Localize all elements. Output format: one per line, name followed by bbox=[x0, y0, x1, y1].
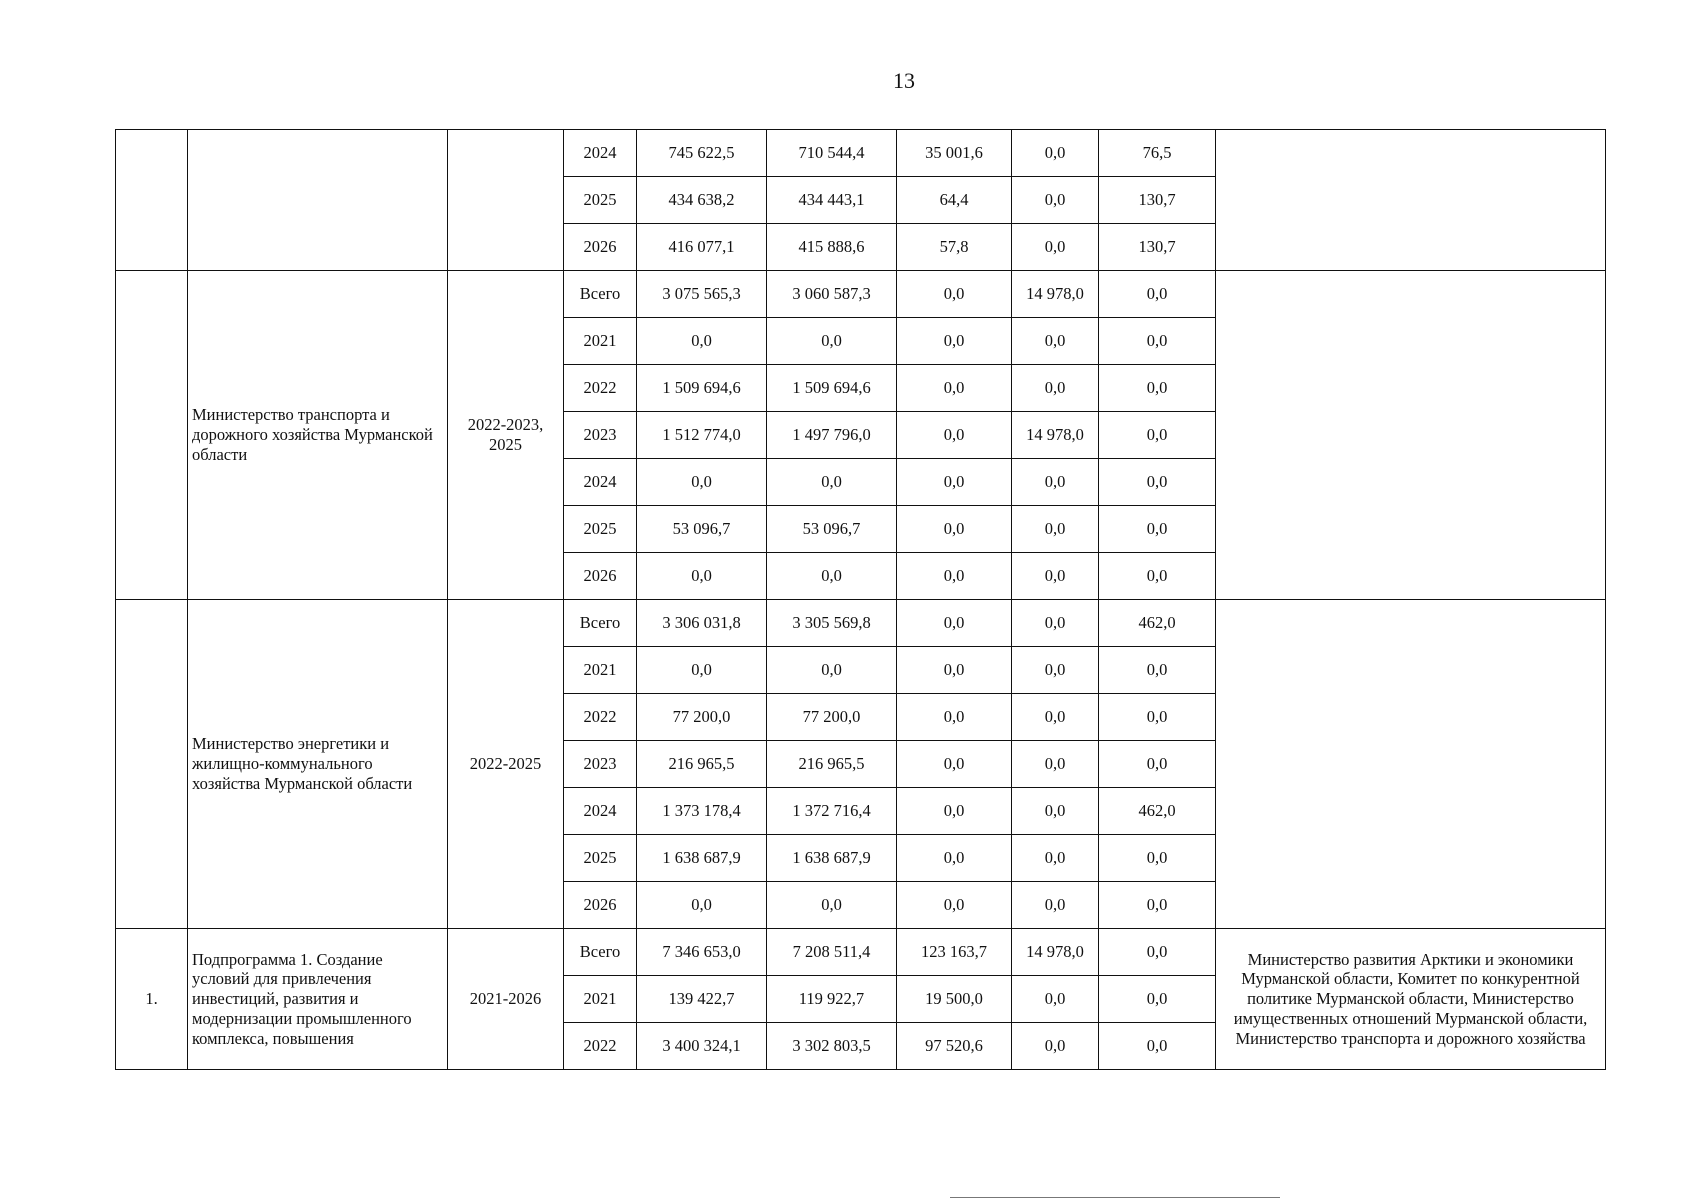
year-cell: 2023 bbox=[564, 741, 637, 788]
local-cell: 0,0 bbox=[1012, 318, 1099, 365]
total-cell: 3 400 324,1 bbox=[637, 1023, 767, 1070]
executor-cell: Министерство транспорта и дорожного хозяйства Мурманской области bbox=[188, 271, 448, 600]
other-cell: 0,0 bbox=[1099, 694, 1216, 741]
total-cell: 1 509 694,6 bbox=[637, 365, 767, 412]
regional-cell: 7 208 511,4 bbox=[767, 929, 897, 976]
federal-cell: 57,8 bbox=[897, 224, 1012, 271]
responsible-cell: Министерство развития Арктики и экономики Мурманской области, Комитет по конкурентной политике Мурманской области, Министерство имущественных отношений Мурманской области, Министерство транспорта и дорожного хозяйства bbox=[1216, 929, 1606, 1070]
year-cell: 2024 bbox=[564, 130, 637, 177]
federal-cell: 123 163,7 bbox=[897, 929, 1012, 976]
local-cell: 0,0 bbox=[1012, 788, 1099, 835]
year-cell: 2025 bbox=[564, 835, 637, 882]
other-cell: 0,0 bbox=[1099, 365, 1216, 412]
local-cell: 0,0 bbox=[1012, 647, 1099, 694]
local-cell: 14 978,0 bbox=[1012, 412, 1099, 459]
other-cell: 0,0 bbox=[1099, 271, 1216, 318]
local-cell: 0,0 bbox=[1012, 694, 1099, 741]
year-cell: 2026 bbox=[564, 224, 637, 271]
total-cell: 0,0 bbox=[637, 647, 767, 694]
local-cell: 0,0 bbox=[1012, 553, 1099, 600]
other-cell: 0,0 bbox=[1099, 506, 1216, 553]
responsible-cell bbox=[1216, 271, 1606, 600]
regional-cell: 3 305 569,8 bbox=[767, 600, 897, 647]
other-cell: 462,0 bbox=[1099, 788, 1216, 835]
other-cell: 0,0 bbox=[1099, 1023, 1216, 1070]
table-row bbox=[116, 600, 1606, 647]
local-cell: 0,0 bbox=[1012, 365, 1099, 412]
local-cell: 0,0 bbox=[1012, 882, 1099, 929]
table-row bbox=[116, 271, 1606, 318]
year-cell: 2026 bbox=[564, 553, 637, 600]
year-cell: 2024 bbox=[564, 788, 637, 835]
total-cell: 416 077,1 bbox=[637, 224, 767, 271]
federal-cell: 19 500,0 bbox=[897, 976, 1012, 1023]
regional-cell: 1 372 716,4 bbox=[767, 788, 897, 835]
federal-cell: 0,0 bbox=[897, 412, 1012, 459]
federal-cell: 0,0 bbox=[897, 741, 1012, 788]
federal-cell: 0,0 bbox=[897, 271, 1012, 318]
total-cell: 53 096,7 bbox=[637, 506, 767, 553]
other-cell: 0,0 bbox=[1099, 647, 1216, 694]
federal-cell: 0,0 bbox=[897, 694, 1012, 741]
responsible-cell bbox=[1216, 600, 1606, 929]
local-cell: 0,0 bbox=[1012, 224, 1099, 271]
federal-cell: 0,0 bbox=[897, 647, 1012, 694]
budget-table bbox=[115, 129, 1606, 1070]
bottom-divider bbox=[950, 1197, 1280, 1198]
period-cell: 2022-2023, 2025 bbox=[448, 271, 564, 600]
year-cell: 2021 bbox=[564, 647, 637, 694]
regional-cell: 1 638 687,9 bbox=[767, 835, 897, 882]
total-cell: 77 200,0 bbox=[637, 694, 767, 741]
local-cell: 0,0 bbox=[1012, 506, 1099, 553]
federal-cell: 0,0 bbox=[897, 788, 1012, 835]
local-cell: 14 978,0 bbox=[1012, 271, 1099, 318]
local-cell: 0,0 bbox=[1012, 459, 1099, 506]
other-cell: 0,0 bbox=[1099, 412, 1216, 459]
local-cell: 0,0 bbox=[1012, 600, 1099, 647]
period-cell bbox=[448, 130, 564, 271]
total-cell: 0,0 bbox=[637, 882, 767, 929]
total-cell: 434 638,2 bbox=[637, 177, 767, 224]
regional-cell: 3 302 803,5 bbox=[767, 1023, 897, 1070]
year-cell: Всего bbox=[564, 600, 637, 647]
federal-cell: 64,4 bbox=[897, 177, 1012, 224]
local-cell: 0,0 bbox=[1012, 835, 1099, 882]
other-cell: 462,0 bbox=[1099, 600, 1216, 647]
year-cell: 2024 bbox=[564, 459, 637, 506]
total-cell: 745 622,5 bbox=[637, 130, 767, 177]
regional-cell: 0,0 bbox=[767, 318, 897, 365]
total-cell: 216 965,5 bbox=[637, 741, 767, 788]
other-cell: 0,0 bbox=[1099, 835, 1216, 882]
local-cell: 0,0 bbox=[1012, 1023, 1099, 1070]
regional-cell: 415 888,6 bbox=[767, 224, 897, 271]
other-cell: 130,7 bbox=[1099, 177, 1216, 224]
total-cell: 1 373 178,4 bbox=[637, 788, 767, 835]
total-cell: 3 306 031,8 bbox=[637, 600, 767, 647]
year-cell: Всего bbox=[564, 929, 637, 976]
total-cell: 0,0 bbox=[637, 553, 767, 600]
index-cell bbox=[116, 271, 188, 600]
regional-cell: 53 096,7 bbox=[767, 506, 897, 553]
executor-cell bbox=[188, 130, 448, 271]
other-cell: 0,0 bbox=[1099, 976, 1216, 1023]
local-cell: 0,0 bbox=[1012, 976, 1099, 1023]
year-cell: 2022 bbox=[564, 1023, 637, 1070]
total-cell: 1 638 687,9 bbox=[637, 835, 767, 882]
federal-cell: 0,0 bbox=[897, 459, 1012, 506]
total-cell: 3 075 565,3 bbox=[637, 271, 767, 318]
local-cell: 0,0 bbox=[1012, 177, 1099, 224]
index-cell bbox=[116, 130, 188, 271]
year-cell: 2022 bbox=[564, 694, 637, 741]
period-cell: 2022-2025 bbox=[448, 600, 564, 929]
other-cell: 0,0 bbox=[1099, 929, 1216, 976]
regional-cell: 119 922,7 bbox=[767, 976, 897, 1023]
total-cell: 0,0 bbox=[637, 318, 767, 365]
year-cell: 2026 bbox=[564, 882, 637, 929]
federal-cell: 0,0 bbox=[897, 553, 1012, 600]
executor-cell: Министерство энергетики и жилищно-коммунального хозяйства Мурманской области bbox=[188, 600, 448, 929]
executor-cell: Подпрограмма 1. Создание условий для привлечения инвестиций, развития и модернизации промышленного комплекса, повышения bbox=[188, 929, 448, 1070]
year-cell: 2023 bbox=[564, 412, 637, 459]
year-cell: 2025 bbox=[564, 506, 637, 553]
regional-cell: 1 509 694,6 bbox=[767, 365, 897, 412]
year-cell: 2025 bbox=[564, 177, 637, 224]
period-cell: 2021-2026 bbox=[448, 929, 564, 1070]
regional-cell: 0,0 bbox=[767, 553, 897, 600]
regional-cell: 434 443,1 bbox=[767, 177, 897, 224]
local-cell: 0,0 bbox=[1012, 130, 1099, 177]
federal-cell: 35 001,6 bbox=[897, 130, 1012, 177]
year-cell: 2022 bbox=[564, 365, 637, 412]
federal-cell: 97 520,6 bbox=[897, 1023, 1012, 1070]
federal-cell: 0,0 bbox=[897, 365, 1012, 412]
local-cell: 0,0 bbox=[1012, 741, 1099, 788]
federal-cell: 0,0 bbox=[897, 835, 1012, 882]
index-cell: 1. bbox=[116, 929, 188, 1070]
regional-cell: 0,0 bbox=[767, 459, 897, 506]
regional-cell: 216 965,5 bbox=[767, 741, 897, 788]
total-cell: 139 422,7 bbox=[637, 976, 767, 1023]
total-cell: 7 346 653,0 bbox=[637, 929, 767, 976]
total-cell: 1 512 774,0 bbox=[637, 412, 767, 459]
regional-cell: 3 060 587,3 bbox=[767, 271, 897, 318]
regional-cell: 77 200,0 bbox=[767, 694, 897, 741]
local-cell: 14 978,0 bbox=[1012, 929, 1099, 976]
other-cell: 130,7 bbox=[1099, 224, 1216, 271]
year-cell: 2021 bbox=[564, 976, 637, 1023]
year-cell: Всего bbox=[564, 271, 637, 318]
federal-cell: 0,0 bbox=[897, 506, 1012, 553]
other-cell: 0,0 bbox=[1099, 741, 1216, 788]
regional-cell: 0,0 bbox=[767, 882, 897, 929]
federal-cell: 0,0 bbox=[897, 882, 1012, 929]
other-cell: 76,5 bbox=[1099, 130, 1216, 177]
other-cell: 0,0 bbox=[1099, 459, 1216, 506]
other-cell: 0,0 bbox=[1099, 882, 1216, 929]
year-cell: 2021 bbox=[564, 318, 637, 365]
table-row bbox=[116, 929, 1606, 976]
table-row bbox=[116, 130, 1606, 177]
total-cell: 0,0 bbox=[637, 459, 767, 506]
regional-cell: 710 544,4 bbox=[767, 130, 897, 177]
federal-cell: 0,0 bbox=[897, 600, 1012, 647]
index-cell bbox=[116, 600, 188, 929]
page-number: 13 bbox=[893, 68, 915, 93]
responsible-cell bbox=[1216, 130, 1606, 271]
other-cell: 0,0 bbox=[1099, 318, 1216, 365]
regional-cell: 1 497 796,0 bbox=[767, 412, 897, 459]
federal-cell: 0,0 bbox=[897, 318, 1012, 365]
regional-cell: 0,0 bbox=[767, 647, 897, 694]
other-cell: 0,0 bbox=[1099, 553, 1216, 600]
